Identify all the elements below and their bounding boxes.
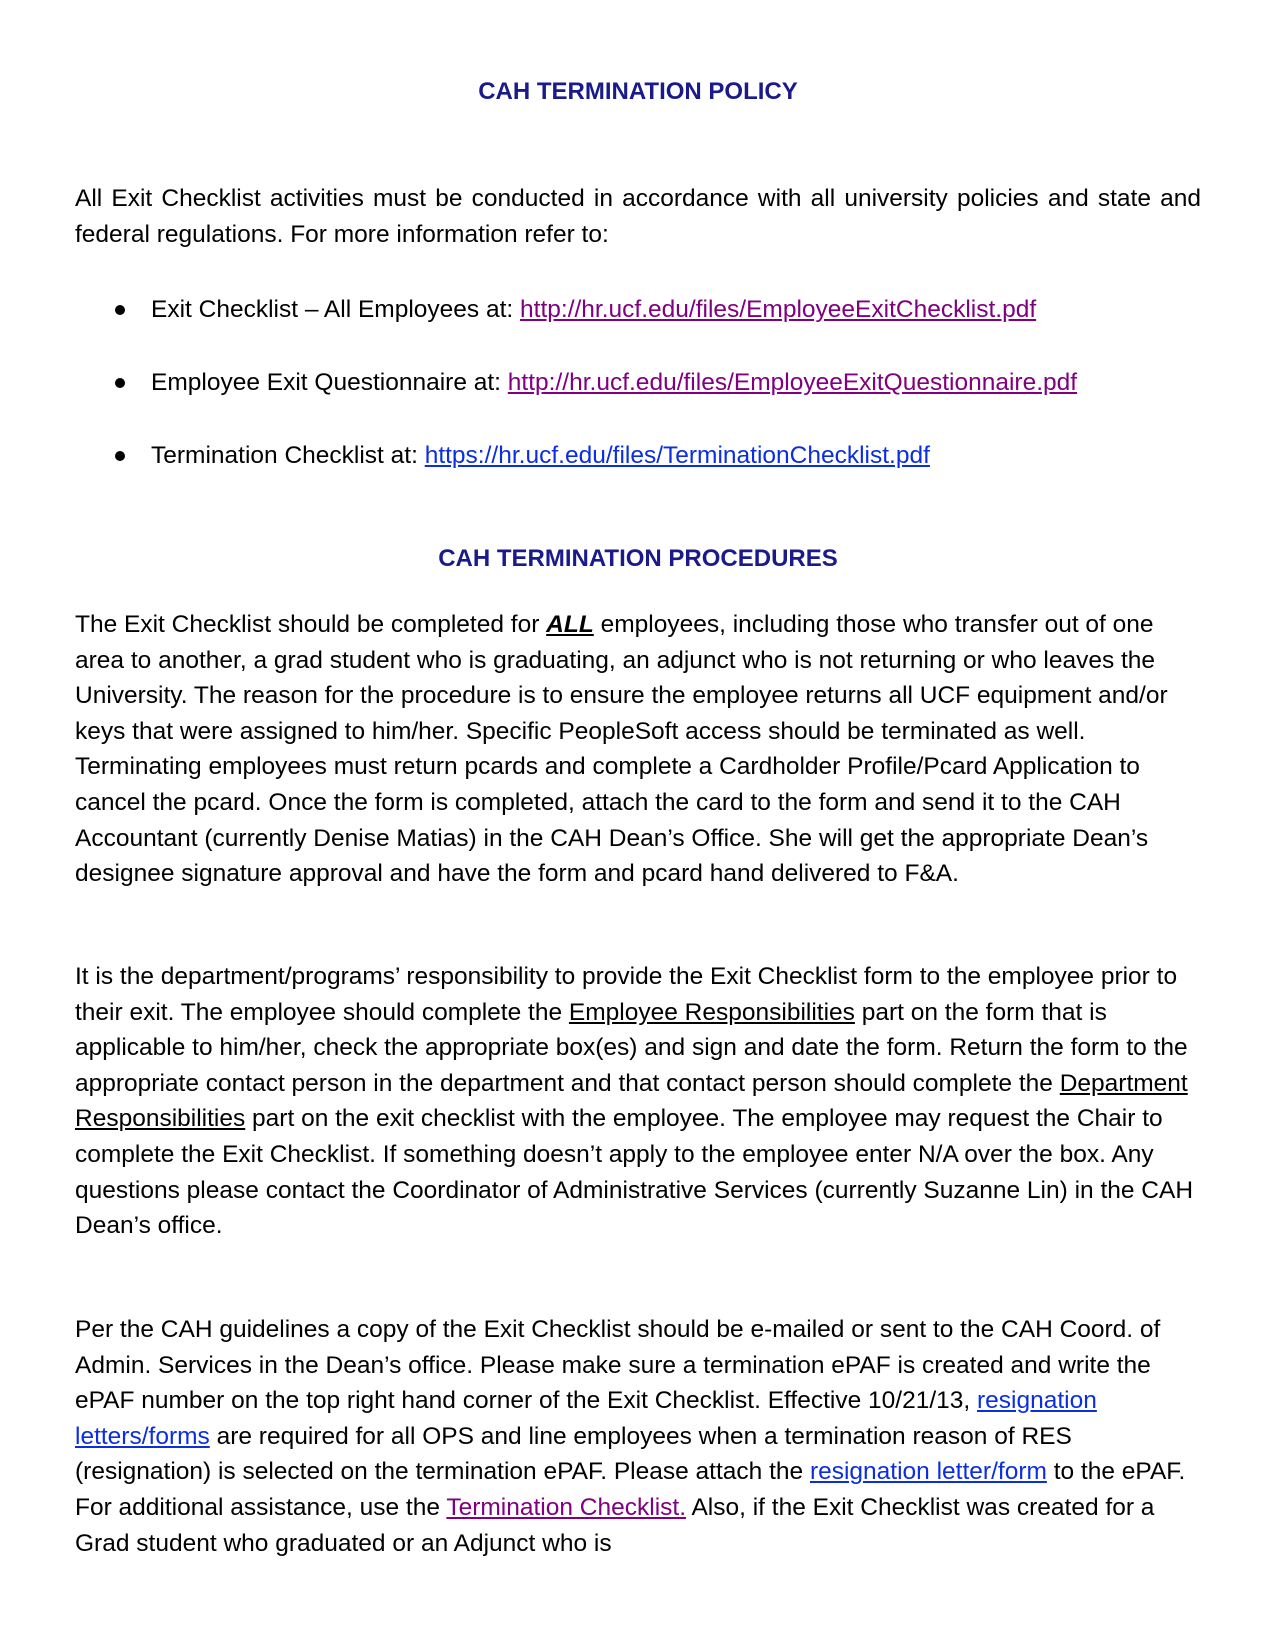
reference-list — [75, 292, 1201, 511]
procedures-title: CAH TERMINATION PROCEDURES — [438, 545, 838, 572]
bullet-icon — [115, 305, 125, 315]
list-item — [75, 292, 1201, 365]
exit-questionnaire-link[interactable]: http://hr.ucf.edu/files/EmployeeExitQuestionnaire.pdf — [507, 369, 1078, 396]
exit-checklist-link[interactable]: http://hr.ucf.edu/files/EmployeeExitChecklist.pdf — [520, 296, 1037, 323]
text-run: It is the department/programs’ responsibility to provide the Exit Checklist form to the employee prior to their exit. The employee should complete the — [75, 963, 1178, 1026]
text-run: employees, including those who transfer out of one area to another, a grad student who is graduating, an adjunct who is not returning or who leaves the University. The reason for the procedure is to ensure the employee returns all UCF equipment and/or keys that were assigned to him/her. Specific PeopleSoft access should be terminated as well. Terminating employees must return pcards and complete a Cardholder Profile/Pcard Application to cancel the pcard. Once the form is completed, attach the card to the form and send it to the CAH Accountant (currently Denise Matias) in the CAH Dean’s Office. She will get the appropriate Dean’s designee signature approval and have the form and pcard hand delivered to F&A. — [75, 611, 1168, 888]
procedures-paragraph-1 — [75, 607, 1201, 892]
employee-responsibilities-label: Employee Responsibilities — [568, 998, 855, 1026]
text-run: to the ePAF. For additional assistance, use the — [75, 1458, 1186, 1521]
resignation-letters-link[interactable]: resignation letters/forms — [75, 1387, 1097, 1450]
list-item-label: Exit Checklist – All Employees at: — [151, 296, 521, 323]
list-item — [75, 365, 1201, 438]
emphasis-all: ALL — [546, 611, 594, 638]
policy-title: CAH TERMINATION POLICY — [478, 78, 798, 105]
text-run: part on the exit checklist with the employee. The employee may request the Chair to complete the Exit Checklist. If something doesn’t apply to the employee enter N/A over the box. Any questions please contact the Coordinator of Administrative Services (currently Suzanne Lin) in the CAH Dean’s office. — [75, 1105, 1194, 1240]
text-run: part on the form that is applicable to him/her, check the appropriate box(es) and sign and date the form. Return the form to the appropriate contact person in the department and that contact person should complete the — [75, 998, 1188, 1097]
text-run: Also, if the Exit Checklist was created for a Grad student who graduated or an Adjunct who is — [75, 1493, 1155, 1557]
resignation-letter-link[interactable]: resignation letter/form — [809, 1458, 1047, 1486]
procedures-paragraph-2 — [75, 959, 1201, 1244]
intro-paragraph: All Exit Checklist activities must be conducted in accordance with all university policies and state and federal regulations. For more information refer to: — [75, 185, 1201, 248]
termination-checklist-link[interactable]: https://hr.ucf.edu/files/TerminationChecklist.pdf — [424, 442, 930, 469]
text-run: The Exit Checklist should be completed for — [75, 611, 547, 638]
bullet-icon — [115, 451, 125, 461]
termination-checklist-inline-link[interactable]: Termination Checklist. — [446, 1493, 686, 1521]
list-item-label: Termination Checklist at: — [151, 442, 425, 469]
department-responsibilities-label: Department Responsibilities — [75, 1069, 1188, 1133]
bullet-icon — [115, 378, 125, 388]
text-run: Per the CAH guidelines a copy of the Exit Checklist should be e-mailed or sent to the CAH Coord. of Admin. Services in the Dean’s office. Please make sure a termination ePAF is created and write the ePAF number on the top right hand corner of the Exit Checklist. Effective 10/21/13, — [75, 1316, 1161, 1415]
list-item-label: Employee Exit Questionnaire at: — [151, 369, 508, 396]
text-run: are required for all OPS and line employees when a termination reason of RES (resignation) is selected on the termination ePAF. Please attach the — [75, 1422, 1072, 1486]
list-item — [75, 438, 1201, 511]
procedures-paragraph-3 — [75, 1312, 1201, 1561]
